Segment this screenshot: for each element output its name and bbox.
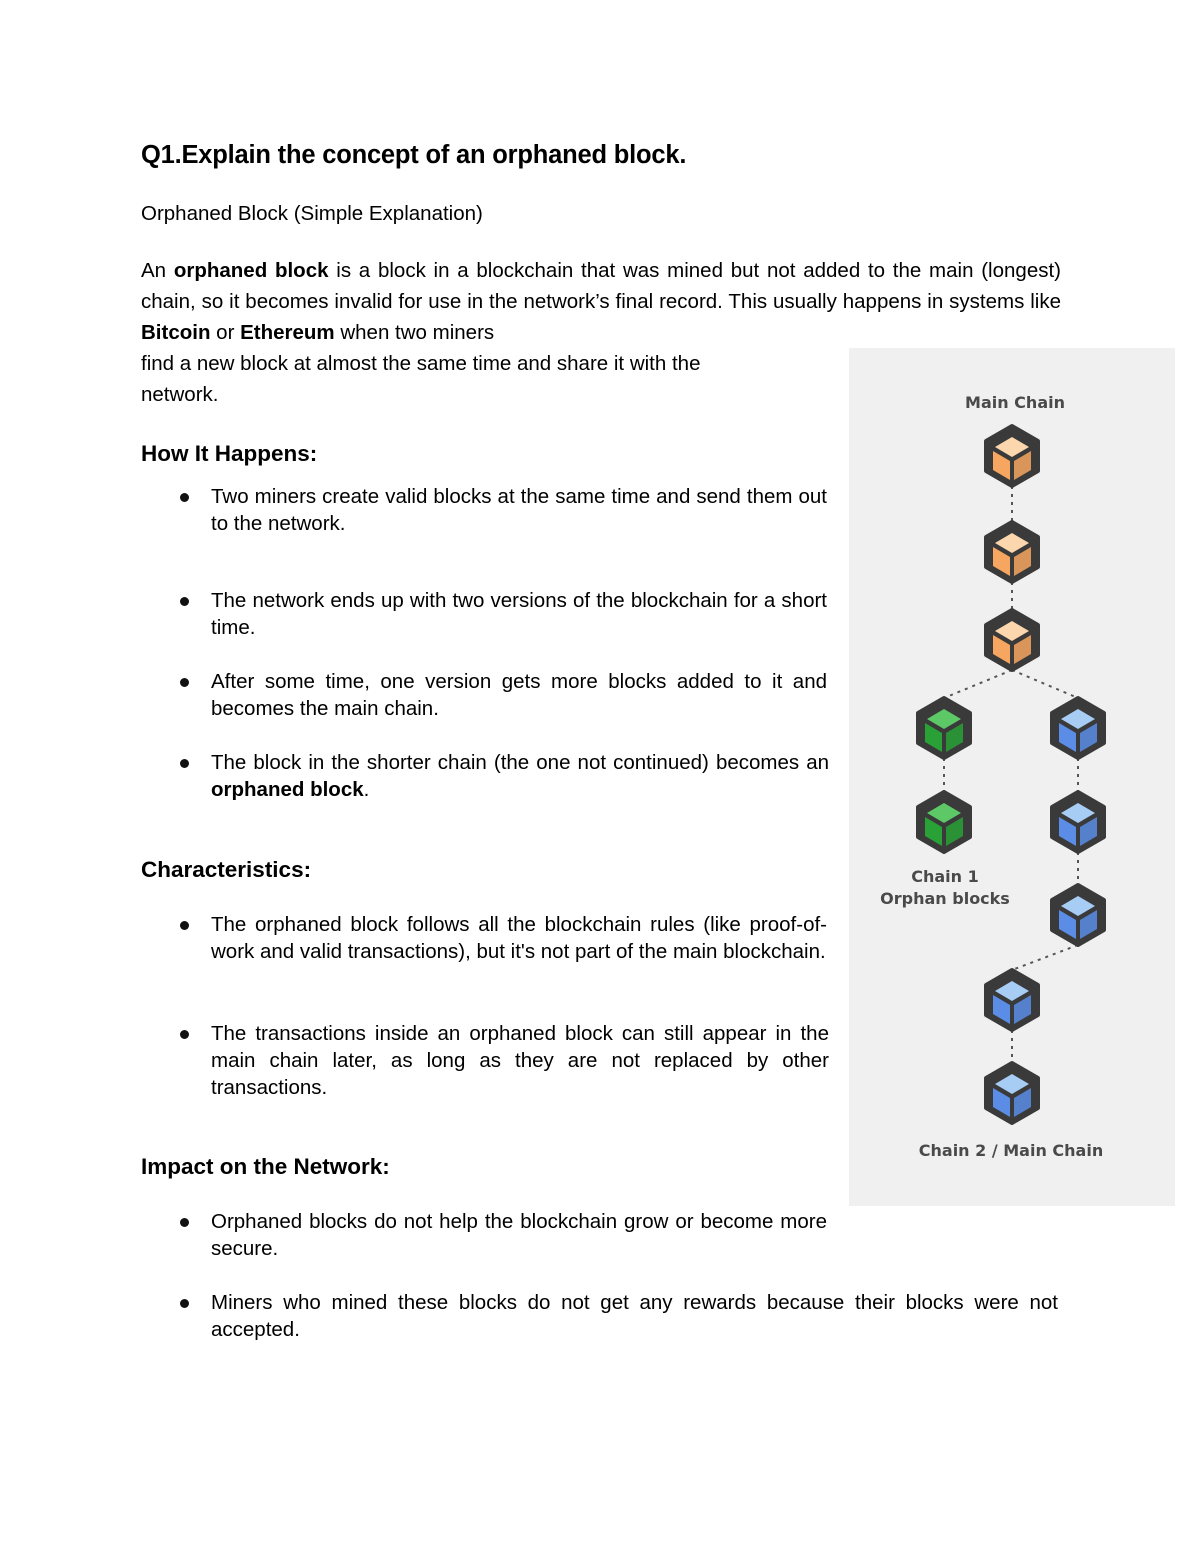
section-heading-how: How It Happens: <box>141 441 318 466</box>
chain2-block-1-cube-icon <box>1052 698 1104 758</box>
chain2-block-2-cube-icon <box>1052 792 1104 852</box>
main-chain-block-3-cube-icon <box>986 610 1038 670</box>
list-item: The network ends up with two versions of the blockchain for a short time. <box>141 587 827 641</box>
list-item: The transactions inside an orphaned block can still appear in the main chain later, as long as they are not replaced by other transactions. <box>141 1020 829 1101</box>
main-chain-block-2-cube-icon <box>986 522 1038 582</box>
bullet-icon <box>180 1218 189 1227</box>
list-item: After some time, one version gets more blocks added to it and becomes the main chain. <box>141 668 827 722</box>
intro-text: An <box>141 259 174 282</box>
page-title: Q1.Explain the concept of an orphaned block. <box>141 141 687 169</box>
bullet-icon <box>180 493 189 502</box>
orphan-block-1-cube-icon <box>918 698 970 758</box>
list-item: The orphaned block follows all the blockchain rules (like proof-of-work and valid transactions), but it's not part of the main blockchain. <box>141 911 827 965</box>
bullet-icon <box>180 678 189 687</box>
intro-bold-ethereum: Ethereum <box>240 321 335 344</box>
intro-bold-orphaned-block: orphaned block <box>173 259 329 282</box>
bullet-icon <box>180 921 189 930</box>
intro-paragraph-end <box>141 379 827 410</box>
list-item: Miners who mined these blocks do not get any rewards because their blocks were not accepted. <box>141 1289 1058 1343</box>
orphan-block-2-cube-icon <box>918 792 970 852</box>
intro-text: when two miners <box>334 321 495 344</box>
bullet-icon <box>180 1030 189 1039</box>
list-item: The block in the shorter chain (the one not continued) becomes an orphaned block. <box>141 749 829 803</box>
subtitle: Orphaned Block (Simple Explanation) <box>141 202 483 225</box>
list-item: Two miners create valid blocks at the same time and send them out to the network. <box>141 483 827 537</box>
section-heading-characteristics: Characteristics: <box>141 857 312 882</box>
chain-link <box>944 670 1012 698</box>
bullet-icon <box>180 597 189 606</box>
intro-paragraph <box>141 255 1061 348</box>
chain2-block-5-cube-icon <box>986 1063 1038 1123</box>
intro-line: find a new block at almost the same time and share it with the <box>141 352 701 375</box>
list-item: Orphaned blocks do not help the blockchain grow or become more secure. <box>141 1208 827 1262</box>
chain-blocks <box>918 426 1104 1123</box>
intro-paragraph-cont <box>141 348 827 379</box>
intro-text: is a block in a blockchain that was mined but not added to the main (longest) chain, so it becomes invalid for use in the network’s final record. This usually happens in systems like <box>141 259 1061 313</box>
chain2-block-3-cube-icon <box>1052 885 1104 945</box>
bullet-icon <box>180 759 189 768</box>
label-main-chain: Main Chain <box>965 393 1065 412</box>
diagram-svg <box>849 348 1175 1206</box>
label-orphan-blocks: Orphan blocks <box>880 889 1010 908</box>
intro-line: network. <box>141 383 219 406</box>
label-chain2-main-chain: Chain 2 / Main Chain <box>918 1141 1104 1160</box>
bullet-icon <box>180 1299 189 1308</box>
section-heading-impact: Impact on the Network: <box>141 1154 390 1179</box>
label-chain1: Chain 1 <box>911 867 979 886</box>
main-chain-block-1-cube-icon <box>986 426 1038 486</box>
orphan-block-diagram <box>849 348 1175 1206</box>
intro-bold-bitcoin: Bitcoin <box>141 321 211 344</box>
chain-link <box>1012 945 1078 970</box>
bold-orphaned-block: orphaned block <box>211 778 364 801</box>
chain-link <box>1012 670 1078 698</box>
chain2-block-4-cube-icon <box>986 970 1038 1030</box>
intro-text: or <box>210 321 241 344</box>
